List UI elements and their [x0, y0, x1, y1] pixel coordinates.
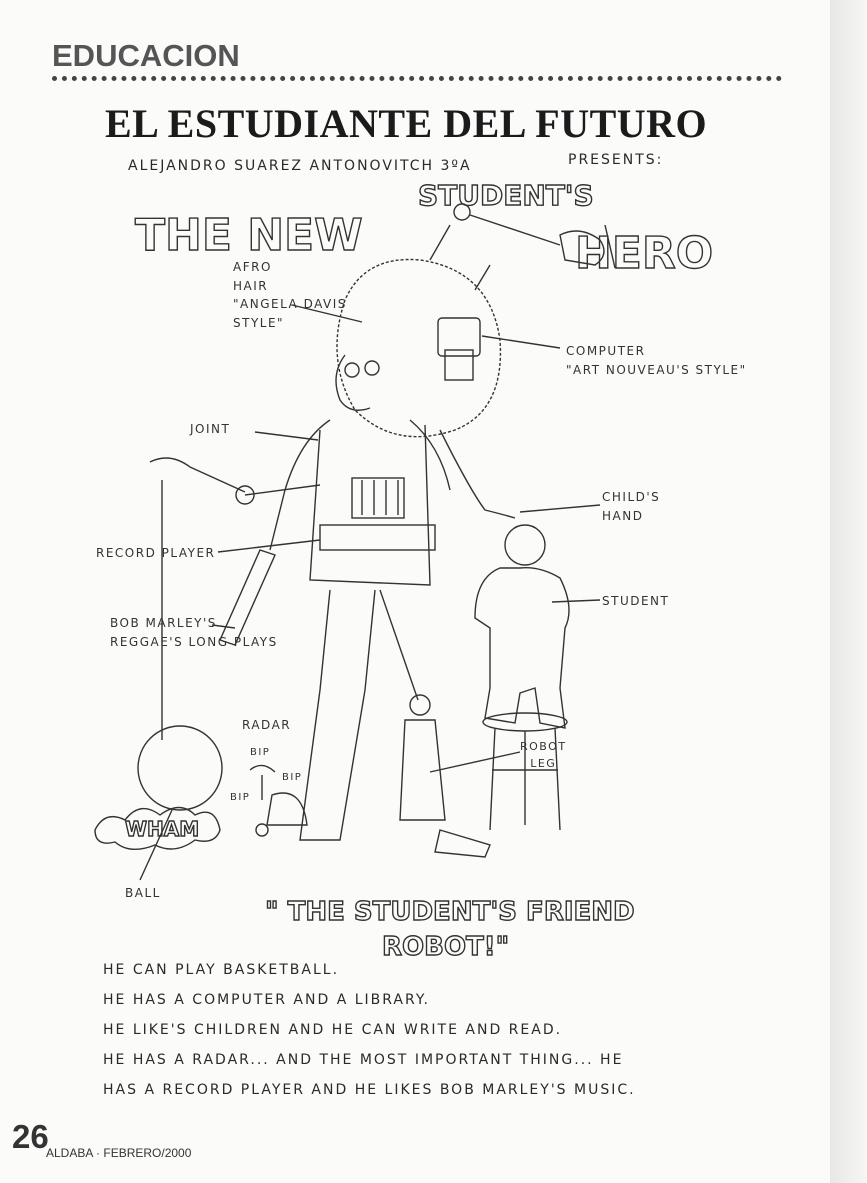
title-the-new: THE NEW: [135, 210, 363, 261]
label-computer: COMPUTER "ART NOUVEAU'S STYLE": [566, 344, 747, 377]
text-line: HE LIKE'S CHILDREN AND HE CAN WRITE AND READ.: [103, 1022, 563, 1038]
label-radar: RADAR: [242, 718, 292, 732]
publication-footer: ALDABA · FEBRERO/2000: [46, 1146, 192, 1160]
article-title: EL ESTUDIANTE DEL FUTURO: [105, 101, 708, 146]
text-line: HAS A RECORD PLAYER AND HE LIKES BOB MARLEY'S MUSIC.: [103, 1082, 636, 1098]
label-bip-1: BIP: [250, 747, 271, 758]
label-robot-leg: ROBOT LEG: [520, 740, 567, 771]
label-student: STUDENT: [602, 594, 670, 608]
subtitle-line1: " THE STUDENT'S FRIEND: [265, 897, 635, 927]
page-number: 26: [12, 1118, 49, 1155]
label-afro-hair: AFRO HAIR "ANGELA DAVIS STYLE": [233, 260, 347, 330]
title-hero: HERO: [575, 228, 714, 279]
label-ball: BALL: [125, 886, 161, 900]
subtitle-line2: ROBOT!": [382, 932, 510, 962]
label-bob-marley: BOB MARLEY'S REGGAE'S LONG PLAYS: [110, 616, 278, 649]
text-line: HE HAS A RADAR... AND THE MOST IMPORTANT THING... HE: [103, 1052, 624, 1068]
page-edge: [830, 0, 867, 1183]
text-line: HE CAN PLAY BASKETBALL.: [103, 962, 340, 978]
section-heading: EDUCACION: [52, 38, 240, 73]
handwritten-description: [103, 962, 636, 1112]
presents-text: PRESENTS:: [568, 152, 664, 168]
label-joint: JOINT: [190, 422, 231, 436]
author-credit: ALEJANDRO SUAREZ ANTONOVITCH 3ºA: [128, 158, 472, 174]
label-childs-hand: CHILD'S HAND: [602, 490, 661, 523]
label-record-player: RECORD PLAYER: [96, 546, 216, 560]
robot-figure: [95, 204, 615, 880]
text-line: HE HAS A COMPUTER AND A LIBRARY.: [103, 992, 431, 1008]
wham-sound: WHAM: [125, 817, 200, 841]
label-bip-2: BIP: [282, 772, 303, 783]
label-bip-3: BIP: [230, 792, 251, 803]
title-students: STUDENT'S: [418, 179, 594, 212]
